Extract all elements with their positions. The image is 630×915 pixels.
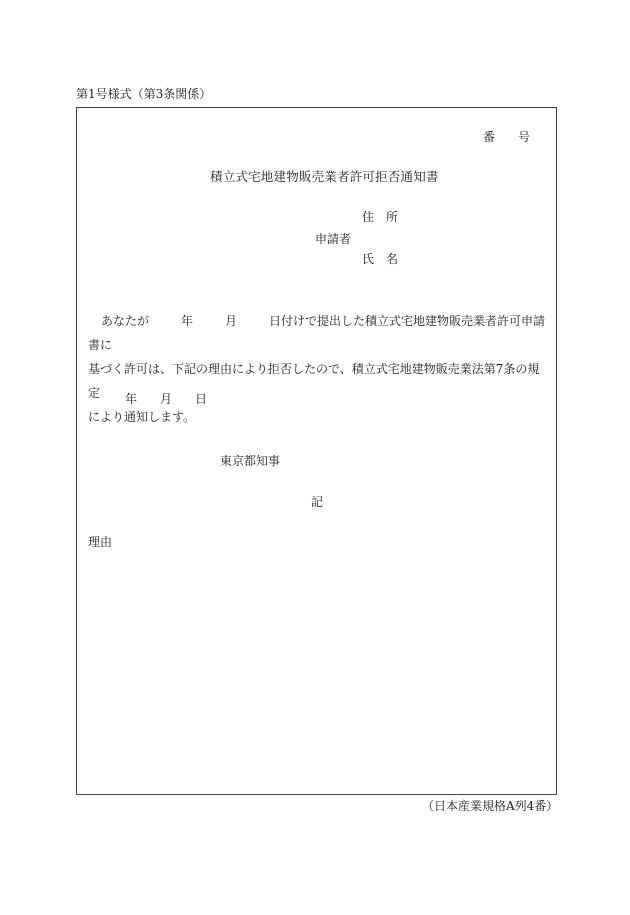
number-label-char2: 号 [518,130,531,144]
form-label: 第1号様式（第3条関係） [76,87,212,101]
body-line-1 [88,309,550,357]
date-year: 年 [125,392,138,406]
body-year: 年 [181,314,194,328]
ki-heading: 記 [311,495,324,509]
footer-note: （日本産業規格A列4番） [422,799,559,813]
body-month: 月 [225,314,238,328]
name-label-char2: 名 [386,252,399,266]
body-seg2: 日付けで提出した積立式宅地建物販売業者許可申請書に [88,314,546,352]
date-month: 月 [160,392,173,406]
name-label-char1: 氏 [362,252,375,266]
document-title: 積立式宅地建物販売業者許可拒否通知書 [210,169,439,184]
reason-label: 理由 [88,535,113,549]
address-label-char2: 所 [386,210,399,224]
body-line-3: により通知します。 [88,410,196,424]
notice-body [88,309,550,429]
applicant-label: 申請者 [315,232,352,246]
address-label-char1: 住 [362,210,375,224]
body-line-2: 基づく許可は、下記の理由により拒否したので、積立式宅地建物販売業法第7条の規定 [88,362,540,400]
number-label-char1: 番 [483,130,496,144]
body-seg1: あなたが [101,314,150,328]
document-frame [76,107,557,795]
issuer: 東京都知事 [220,454,281,468]
date-day: 日 [195,392,208,406]
